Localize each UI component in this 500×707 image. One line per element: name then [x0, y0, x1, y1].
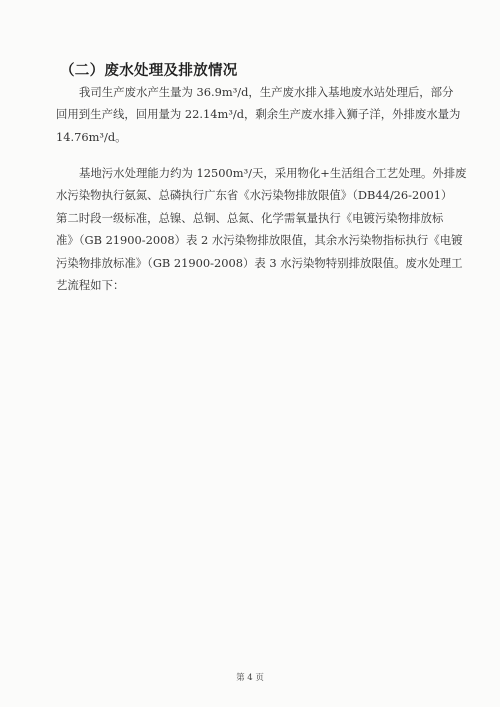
section-heading: （二）废水处理及排放情况 — [60, 63, 238, 79]
paragraph-line: 水污染物执行氨氮、总磷执行广东省《水污染物排放限值》（DB44/26-2001） — [56, 188, 453, 203]
paragraph-line: 基地污水处理能力约为 12500m³/天，采用物化+生活组合工艺处理。外排废 — [79, 166, 467, 180]
paragraph-line: 回用到生产线，回用量为 22.14m³/d，剩余生产废水排入狮子洋，外排废水量为 — [56, 107, 461, 122]
paragraph-line: 艺流程如下： — [56, 278, 125, 293]
page-number: 第 4 页 — [236, 673, 264, 683]
paragraph-treatment-standards — [56, 162, 466, 296]
paragraph-line: 污染物排放标准》（GB 21900-2008）表 3 水污染物特别排放限值。废水处理工 — [56, 255, 463, 270]
paragraph-line: 准》（GB 21900-2008）表 2 水污染物排放限值，其余水污染物指标执行《电镀 — [56, 233, 463, 248]
paragraph-wastewater-volume — [56, 81, 466, 148]
paragraph-line: 第二时段一级标准，总镍、总铜、总氮、化学需氧量执行《电镀污染物排放标 — [56, 210, 444, 225]
paragraph-line: 14.76m³/d。 — [56, 129, 127, 144]
paragraph-line: 我司生产废水产生量为 36.9m³/d，生产废水排入基地废水站处理后，部分 — [79, 85, 454, 99]
